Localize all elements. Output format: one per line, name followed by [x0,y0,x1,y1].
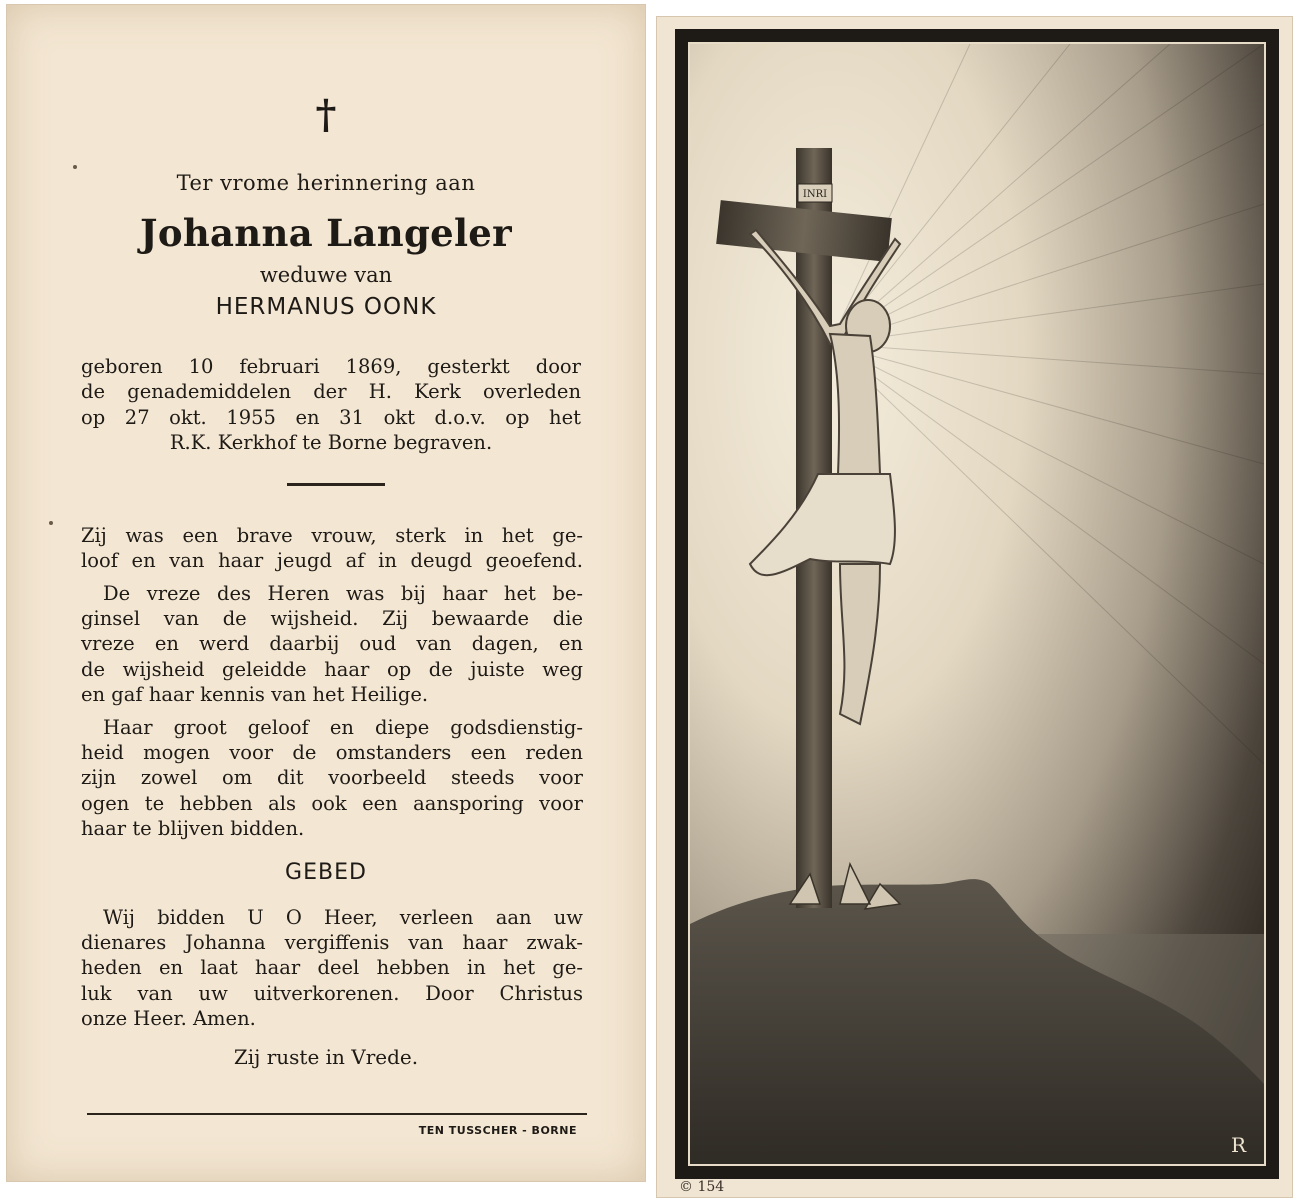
artist-monogram: R [1230,1133,1246,1157]
biography [81,354,581,455]
image-frame [675,29,1279,1179]
paragraph-example-cont [81,740,583,841]
paragraph-wisdom-cont [81,606,583,707]
cross-icon: † [315,91,337,138]
paper-speck [49,521,53,525]
text-line: onze Heer. Amen. [81,1006,256,1030]
closing-line: Zij ruste in Vrede. [233,1045,419,1069]
bio-line: op 27 okt. 1955 en 31 okt d.o.v. op het [81,405,581,429]
memorial-card-image-side [656,16,1293,1198]
crucifix-scene [690,44,1264,1164]
inri-text: INRI [802,189,828,200]
text-line: ogen te hebben als ook een aansporing voor [81,791,583,815]
paper-speck [73,165,77,169]
deceased-name: Johanna Langeler [140,211,512,255]
text-line: De vreze des Heren was bij haar het be- [103,582,583,605]
paragraph-wisdom [81,581,583,606]
paragraph-example [81,715,583,740]
divider [287,483,385,486]
text-line: haar te blijven bidden. [81,816,305,840]
text-line: Zij was een brave vrouw, sterk in het ge- [81,524,583,547]
memorial-card-text-side [6,4,646,1182]
text-line: Wij bidden U O Heer, verleen aan uw [103,906,583,929]
bio-line: R.K. Kerkhof te Borne begraven. [169,430,493,454]
footer-rule [87,1113,587,1115]
printer-credit: TEN TUSSCHER - BORNE [418,1124,577,1137]
text-line: zijn zowel om dit voorbeeld steeds voor [81,766,583,790]
copyright-mark: © 154 [679,1179,725,1195]
text-line: heid mogen voor de omstanders een reden [81,741,583,764]
paragraph-faith [81,523,583,574]
text-line: ginsel van de wijsheid. Zij bewaarde die [81,607,583,630]
text-line: heden en laat haar deel hebben in het ge- [81,956,583,980]
text-line: dienares Johanna vergiffenis van haar zwak- [81,931,583,954]
prayer-body [81,930,583,1031]
husband-name: HERMANUS OONK [215,294,437,320]
prayer-first [81,905,583,930]
intro-line: Ter vrome herinnering aan [176,171,476,195]
text-line: luk van uw uitverkorenen. Door Christus [81,981,583,1005]
crucifix-illustration [688,42,1266,1166]
text-line: loof en van haar jeugd af in deugd geoefend. [81,549,583,573]
relation-line: weduwe van [259,263,393,287]
text-line: Haar groot geloof en diepe godsdienstig- [103,716,583,739]
text-line: en gaf haar kennis van het Heilige. [81,682,429,706]
bio-line: geboren 10 februari 1869, gesterkt door [81,355,581,378]
text-line: vreze en werd daarbij oud van dagen, en [81,632,583,656]
bio-line: de genademiddelen der H. Kerk overleden [81,380,581,404]
prayer-title: GEBED [285,860,367,885]
text-line: de wijsheid geleidde haar op de juiste weg [81,657,583,681]
